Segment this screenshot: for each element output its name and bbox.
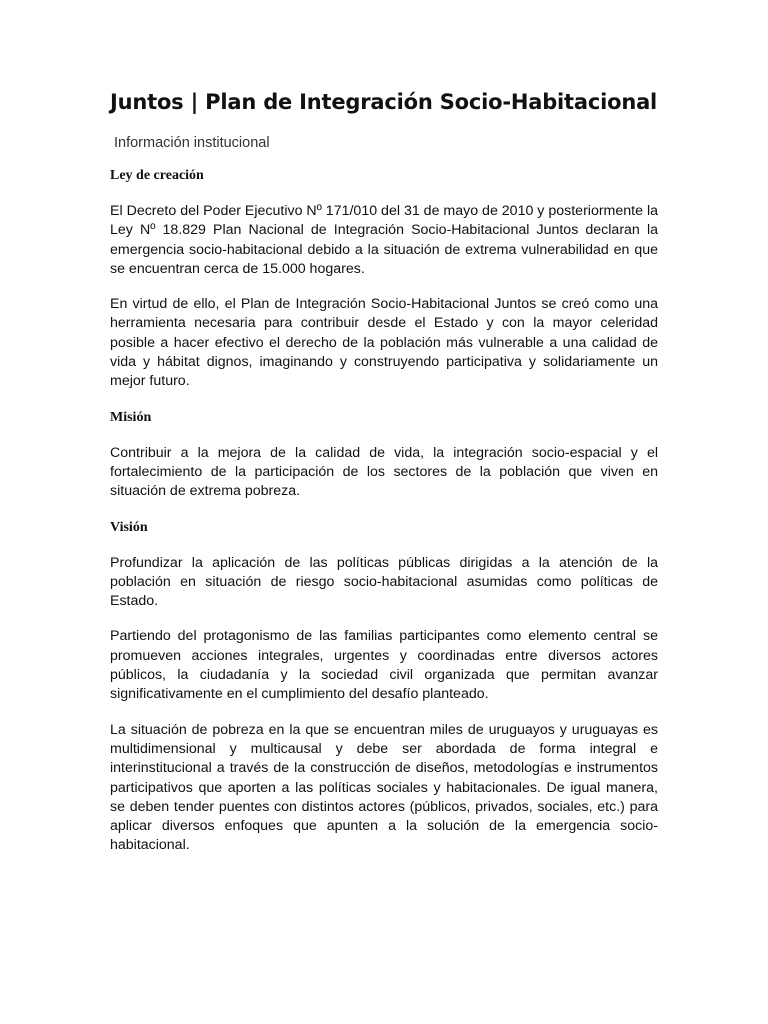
- mision-paragraph-1: Contribuir a la mejora de la calidad de vida, la integración socio-espacial y el fortalecimiento de la participación de los sectores de la población que viven en situación de extrema pobreza.: [110, 444, 658, 500]
- page-subtitle: Información institucional: [114, 135, 270, 151]
- document-content: [110, 88, 658, 856]
- vision-paragraph-1: Profundizar la aplicación de las políticas públicas dirigidas a la atención de la población en situación de riesgo socio-habitacional asumidas como políticas de Estado.: [110, 554, 658, 610]
- vision-paragraph-2: Partiendo del protagonismo de las familias participantes como elemento central se promueven acciones integrales, urgentes y coordinadas entre diversos actores públicos, la ciudadanía y la sociedad civil organizada que permitan avanzar significativamente en el cumplimiento del desafío planteado.: [110, 628, 658, 703]
- section-heading-vision: Visión: [110, 519, 148, 535]
- ley-paragraph-1: El Decreto del Poder Ejecutivo Nº 171/010 del 31 de mayo de 2010 y posteriormente la Ley Nº 18.829 Plan Nacional de Integración Socio-Habitacional Juntos declaran la emergencia socio-habitacional debido a la situación de extrema vulnerabilidad en que se encuentran cerca de 15.000 hogares.: [110, 203, 658, 277]
- vision-paragraph-3: La situación de pobreza en la que se encuentran miles de uruguayos y uruguayas es multidimensional y multicausal y debe ser abordada de forma integral e interinstitucional a través de la construcción de diseños, metodologías e instrumentos participativos que aporten a las políticas sociales y habitacionales. De igual manera, se deben tender puentes con distintos actores (públicos, privados, sociales, etc.) para aplicar diversos enfoques que apunten a la solución de la emergencia socio-habitacional.: [110, 721, 658, 854]
- section-heading-mision: Misión: [110, 409, 152, 425]
- page-title: Juntos | Plan de Integración Socio-Habitacional: [110, 90, 658, 114]
- ley-paragraph-2: En virtud de ello, el Plan de Integración Socio-Habitacional Juntos se creó como una herramienta necesaria para contribuir desde el Estado y con la mayor celeridad posible a hacer efectivo el derecho de la población más vulnerable a una calidad de vida y hábitat dignos, imaginando y construyendo participativa y solidariamente un mejor futuro.: [110, 296, 658, 390]
- section-heading-ley: Ley de creación: [110, 168, 204, 183]
